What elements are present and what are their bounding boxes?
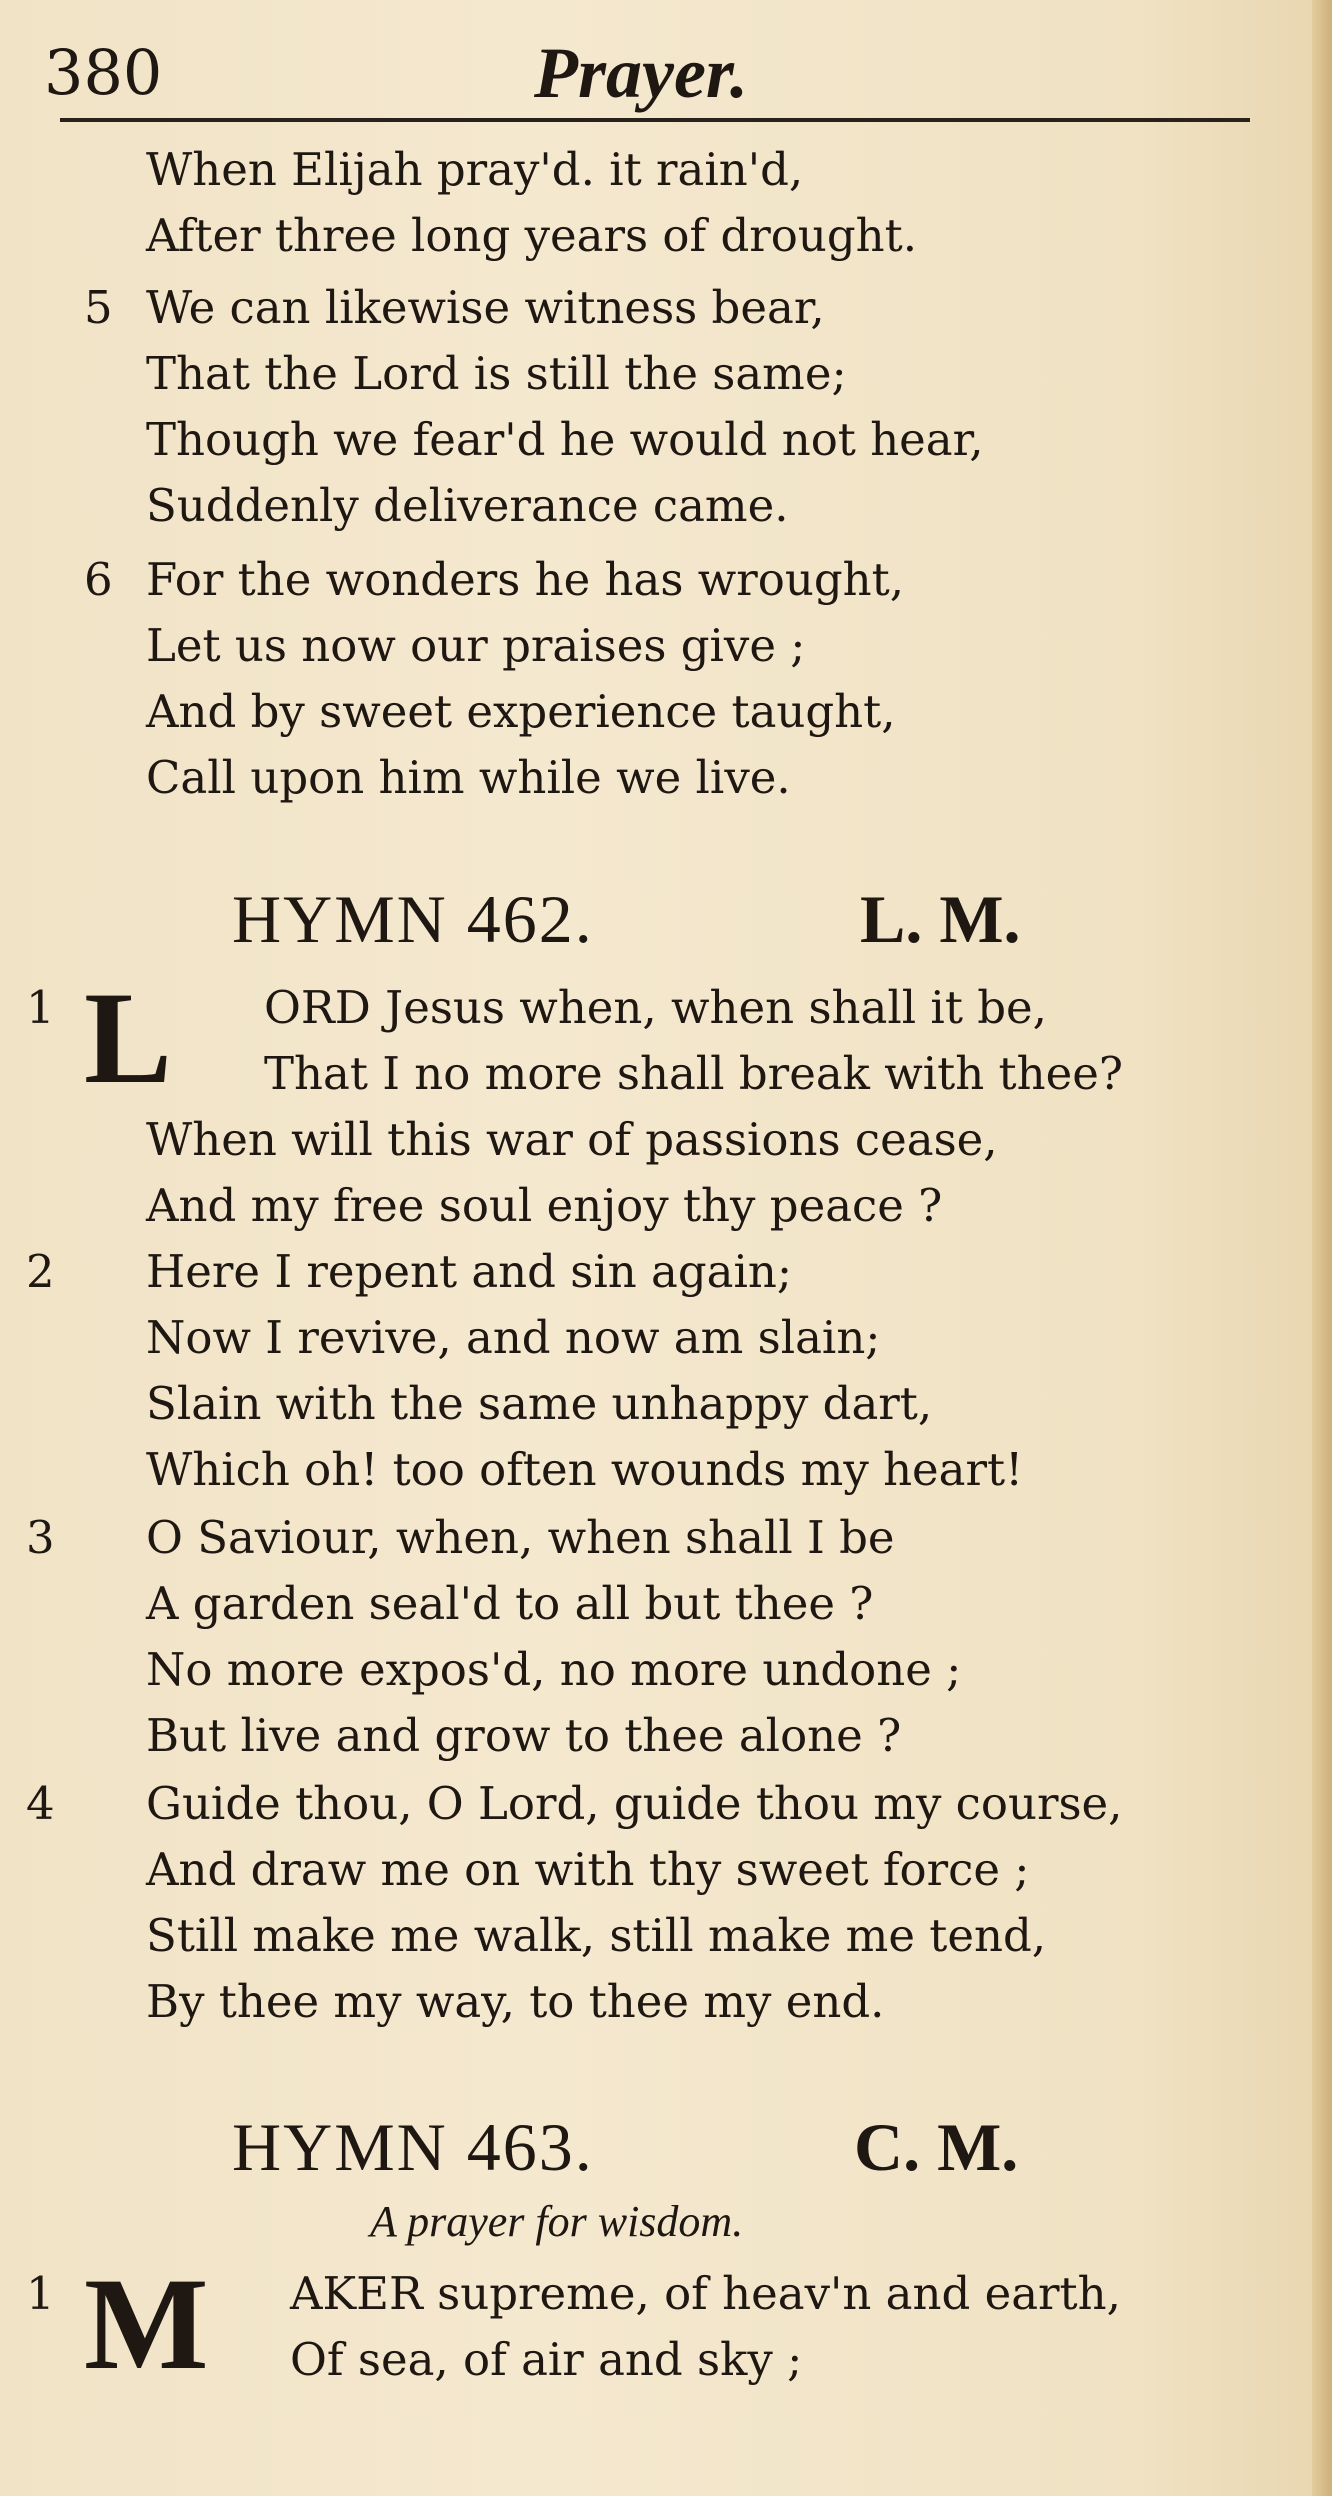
- verse-line: Guide thou, O Lord, guide thou my course,: [146, 1777, 1123, 1830]
- verse-line: That I no more shall break with thee?: [264, 1047, 1123, 1100]
- verse-line: AKER supreme, of heav'n and earth,: [290, 2267, 1121, 2320]
- stanza-number: 1: [26, 2267, 55, 2320]
- page-number: 380: [44, 36, 163, 109]
- stanza-number: 6: [84, 553, 113, 606]
- hymn-title: HYMN 462.: [232, 881, 594, 957]
- verse-line: Call upon him while we live.: [146, 751, 791, 804]
- verse-line: Now I revive, and now am slain;: [146, 1311, 881, 1364]
- verse-line: No more expos'd, no more undone ;: [146, 1643, 962, 1696]
- page-header: [44, 28, 1244, 128]
- verse-line: Let us now our praises give ;: [146, 619, 806, 672]
- verse-line: Though we fear'd he would not hear,: [146, 413, 984, 466]
- stanza-number: 5: [84, 281, 113, 334]
- drop-cap: M: [84, 2250, 209, 2397]
- verse-line: But live and grow to thee alone ?: [146, 1709, 902, 1762]
- verse-line: Still make me walk, still make me tend,: [146, 1909, 1047, 1962]
- verse-line: And draw me on with thy sweet force ;: [146, 1843, 1030, 1896]
- verse-line: And my free soul enjoy thy peace ?: [146, 1179, 943, 1232]
- verse-line: A garden seal'd to all but thee ?: [146, 1577, 874, 1630]
- verse-line: O Saviour, when, when shall I be: [146, 1511, 895, 1564]
- verse-line: When will this war of passions cease,: [146, 1113, 998, 1166]
- verse-line: By thee my way, to thee my end.: [146, 1975, 885, 2028]
- hymn-subtitle: A prayer for wisdom.: [370, 2197, 744, 2246]
- verse-line: Of sea, of air and sky ;: [290, 2333, 803, 2386]
- hymn-meter: L. M.: [860, 881, 1021, 957]
- drop-cap: L: [84, 964, 173, 1111]
- page-edge: [1312, 0, 1332, 2496]
- stanza-number: 3: [26, 1511, 55, 1564]
- header-rule: [60, 118, 1250, 122]
- stanza-number: 2: [26, 1245, 55, 1298]
- verse-line: That the Lord is still the same;: [146, 347, 847, 400]
- verse-line: For the wonders he has wrought,: [146, 553, 905, 606]
- verse-line: Which oh! too often wounds my heart!: [146, 1443, 1024, 1496]
- stanza-number: 4: [26, 1777, 55, 1830]
- hymn-meter: C. M.: [854, 2109, 1019, 2185]
- verse-line: Slain with the same unhappy dart,: [146, 1377, 933, 1430]
- verse-line: Suddenly deliverance came.: [146, 479, 789, 532]
- verse-line: And by sweet experience taught,: [146, 685, 896, 738]
- running-title: Prayer.: [534, 33, 748, 113]
- verse-line: Here I repent and sin again;: [146, 1245, 793, 1298]
- stanza-number: 1: [26, 981, 55, 1034]
- verse-line: After three long years of drought.: [146, 209, 918, 262]
- verse-line: We can likewise witness bear,: [146, 281, 825, 334]
- hymn-title: HYMN 463.: [232, 2109, 594, 2185]
- verse-line: When Elijah pray'd. it rain'd,: [146, 143, 804, 196]
- verse-line: ORD Jesus when, when shall it be,: [264, 981, 1047, 1034]
